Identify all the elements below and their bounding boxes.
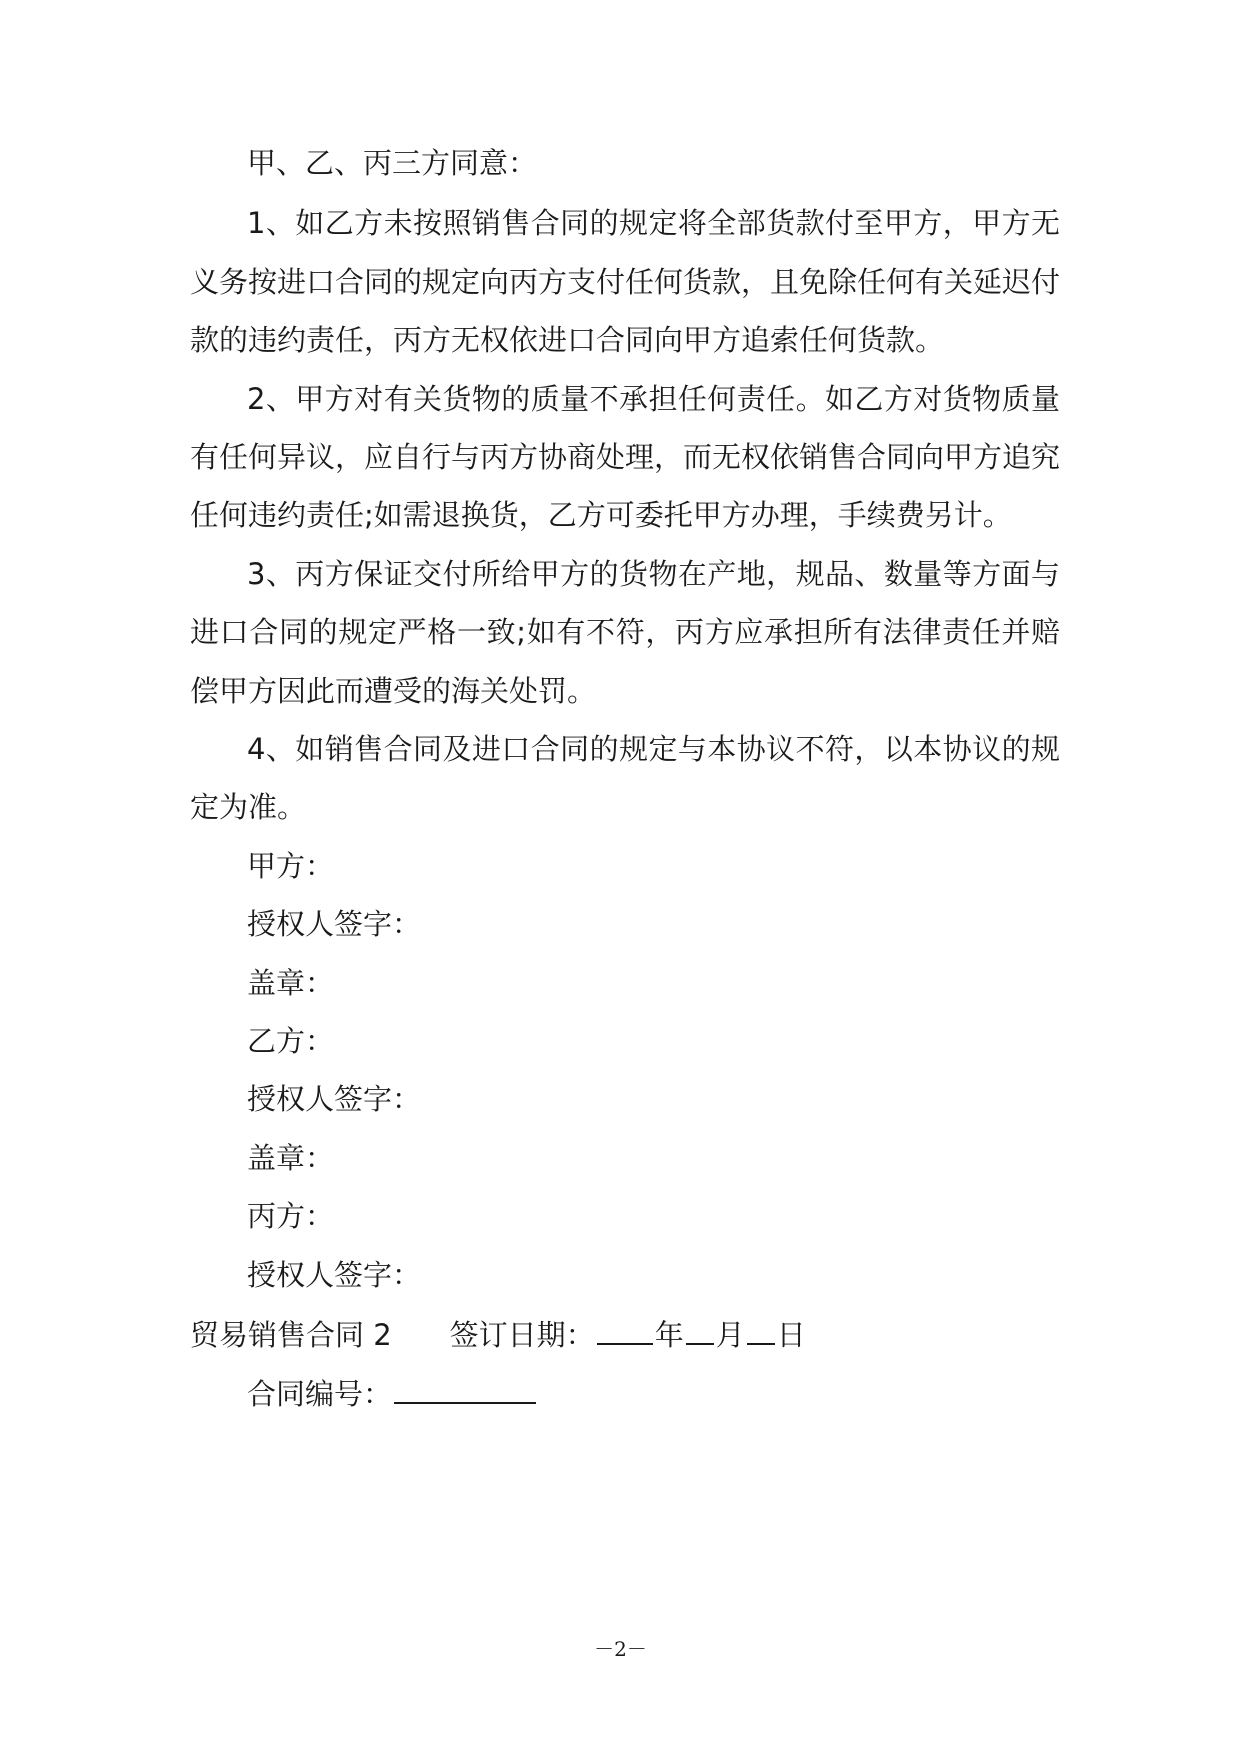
year-label: 年 [654,1318,684,1352]
day-blank [747,1313,775,1345]
party-c-label: 丙方： [247,1199,335,1233]
clause-3-line-1: 3、丙方保证交付所给甲方的货物在产地，规品、数量等方面与 [247,557,1060,591]
clause-1-line-2: 义务按进口合同的规定向丙方支付任何货款，且免除任何有关延迟付 [190,265,1061,299]
clause-4-line-1: 4、如销售合同及进口合同的规定与本协议不符，以本协议的规 [247,732,1060,766]
clause-4-line-2: 定为准。 [190,790,307,824]
party-b-signature-label: 授权人签字： [247,1082,422,1116]
next-contract-header [190,1313,1060,1355]
contract-number-label: 合同编号： [247,1377,393,1411]
day-label: 日 [776,1318,806,1352]
party-c-signature-label: 授权人签字： [247,1258,422,1292]
month-label: 月 [715,1318,745,1352]
contract-number-line [247,1372,1117,1414]
party-b-label: 乙方： [247,1024,335,1058]
contract-number-blank [394,1372,536,1404]
party-b-seal-label: 盖章： [247,1141,335,1175]
month-blank [686,1313,714,1345]
clause-1-line-3: 款的违约责任，丙方无权依进口合同向甲方追索任何货款。 [190,323,945,357]
party-a-signature-label: 授权人签字： [247,907,422,941]
next-contract-title: 贸易销售合同 2 [190,1318,392,1352]
year-blank [597,1313,653,1345]
clause-2-line-3: 任何违约责任;如需退换货，乙方可委托甲方办理，手续费另计。 [190,498,1012,532]
intro-line: 甲、乙、丙三方同意： [247,146,538,180]
party-a-seal-label: 盖章： [247,966,335,1000]
clause-2-line-1: 2、甲方对有关货物的质量不承担任何责任。如乙方对货物质量 [247,382,1060,416]
clause-1-line-1: 1、如乙方未按照销售合同的规定将全部货款付至甲方，甲方无 [247,206,1060,240]
signing-date-label: 签订日期： [449,1318,595,1352]
page-number: －2－ [594,1637,647,1661]
clause-3-line-3: 偿甲方因此而遭受的海关处罚。 [190,674,597,708]
clause-3-line-2: 进口合同的规定严格一致;如有不符，丙方应承担所有法律责任并赔 [190,615,1060,649]
party-a-label: 甲方： [247,849,335,883]
clause-2-line-2: 有任何异议，应自行与丙方协商处理，而无权依销售合同向甲方追究 [190,440,1061,474]
